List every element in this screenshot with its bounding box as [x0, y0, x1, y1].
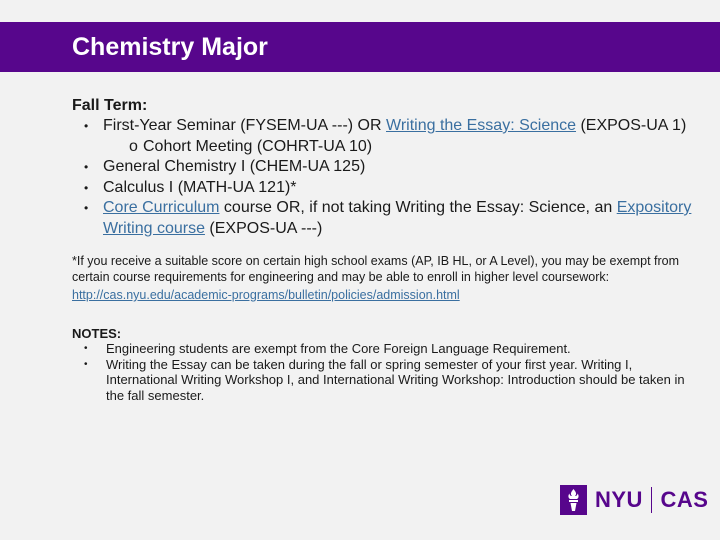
item-text: course OR, if not taking Writing the Essay: Science, an [219, 199, 617, 216]
title-bar [0, 22, 720, 72]
slide-title: Chemistry Major [72, 33, 268, 61]
sub-bullet: o [129, 137, 138, 155]
item-text: Calculus I (MATH-UA 121)* [103, 178, 297, 196]
bullet: • [84, 160, 89, 174]
bullet: • [84, 201, 89, 215]
slide-content [72, 96, 692, 403]
bullet: • [84, 180, 89, 195]
note-item [72, 341, 692, 357]
bullet: • [84, 119, 89, 133]
item-text: First-Year Seminar (FYSEM-UA ---) OR [103, 117, 386, 134]
list-item [72, 178, 692, 199]
core-curriculum-link[interactable]: Core Curriculum [103, 199, 220, 216]
expository-writing-link[interactable]: Expository Writing course [103, 199, 692, 237]
list-item [72, 198, 692, 239]
fall-term-heading: Fall Term: [72, 97, 148, 114]
item-text: (EXPOS-UA 1) [576, 117, 687, 134]
nyu-torch-icon [560, 485, 587, 515]
writing-essay-science-link[interactable]: Writing the Essay: Science [386, 117, 577, 134]
footnote [72, 254, 692, 304]
fall-term-list [72, 116, 692, 239]
item-text: (EXPOS-UA ---) [204, 219, 323, 237]
bullet: • [84, 343, 88, 354]
list-item [72, 157, 692, 178]
note-text: Engineering students are exempt from the Core Foreign Language Requirement. [106, 341, 571, 356]
note-text: Writing the Essay can be taken during the fall or spring semester of your first year. Writing I, International Writing Workshop I, and International Writing Workshop: Introduction should be taken in the fall semester. [106, 356, 685, 403]
sub-list-item [103, 137, 692, 158]
notes-heading: NOTES: [72, 325, 122, 341]
admission-policy-link[interactable]: http://cas.nyu.edu/academic-programs/bulletin/policies/admission.html [72, 288, 460, 302]
logo-cas-text: CAS [660, 487, 709, 512]
list-item [72, 116, 692, 157]
sub-item-text: Cohort Meeting (COHRT-UA 10) [143, 137, 373, 155]
logo-nyu-text: NYU [595, 487, 643, 512]
footnote-text: *If you receive a suitable score on certain high school exams (AP, IB HL, or A Level), you may be exempt from certain course requirements for engineering and may be able to enroll in higher level coursework: [72, 254, 680, 284]
logo-divider [651, 487, 653, 513]
nyu-cas-logo [560, 484, 708, 516]
item-text: General Chemistry I (CHEM-UA 125) [103, 158, 366, 175]
note-item [72, 357, 692, 404]
notes-section [72, 326, 692, 404]
notes-list [72, 341, 692, 403]
bullet: • [84, 358, 88, 370]
sub-list [103, 137, 692, 158]
